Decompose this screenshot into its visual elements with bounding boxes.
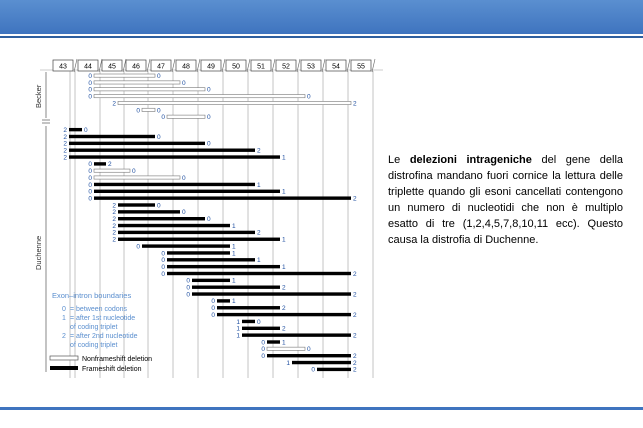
boundary-code-right: 0 [207, 140, 211, 148]
duchenne-group-label: Duchenne [34, 235, 43, 270]
frameshift-deletion-bar [94, 183, 255, 186]
legend-nonframeshift-label: Nonframeshift deletion [82, 356, 153, 363]
legend-boundary-code: 0 [62, 306, 66, 313]
boundary-code-right: 1 [257, 257, 261, 265]
boundary-code-right: 0 [207, 114, 211, 122]
boundary-code-left: 2 [112, 216, 116, 223]
boundary-code-left: 0 [161, 114, 165, 122]
boundary-code-right: 0 [207, 216, 211, 223]
boundary-code-right: 2 [353, 366, 357, 374]
boundary-code-right: 2 [257, 229, 261, 237]
legend-boundary-text: = between codons [70, 306, 128, 313]
boundary-code-right: 2 [353, 359, 357, 367]
slide-caption [388, 152, 623, 248]
exon-label: 46 [132, 63, 140, 71]
exon-label: 43 [59, 63, 67, 71]
frameshift-deletion-bar [217, 299, 230, 302]
boundary-code-right: 0 [307, 346, 311, 354]
legend-boundary-text: of coding triplet [70, 324, 118, 331]
exon-label: 54 [332, 63, 340, 71]
boundary-code-right: 2 [353, 311, 357, 319]
frameshift-deletion-bar [118, 224, 230, 227]
boundary-code-right: 0 [182, 79, 186, 87]
frameshift-deletion-bar [217, 306, 280, 309]
frameshift-deletion-bar [192, 286, 280, 289]
boundary-code-right: 2 [108, 161, 112, 169]
exon-label: 55 [357, 63, 365, 71]
legend-title: Exon–intron boundaries [52, 291, 132, 300]
boundary-code-left: 0 [161, 263, 165, 271]
nonframeshift-deletion-bar [94, 88, 205, 91]
boundary-code-right: 1 [232, 277, 236, 285]
boundary-code-left: 0 [88, 79, 92, 87]
frameshift-deletion-bar [192, 292, 351, 295]
caption-body: del gene della distrofina mandano fuori cornice la lettura delle triplette quando gli esoni cancellati contengono un numero di nucleotidi che non è multiplo esatto di tre (1,2,4,5,7,8,10,11 ecc). Questo causa la distrofia di Duchenne. [388, 154, 623, 246]
legend-boundary-text: = after 1st nucleotide [70, 315, 136, 322]
caption-lead: Le [388, 154, 410, 166]
boundary-code-left: 0 [261, 346, 265, 354]
boundary-code-right: 1 [257, 181, 261, 189]
boundary-code-right: 1 [282, 154, 286, 162]
frameshift-deletion-bar [267, 340, 280, 343]
exon-label: 50 [232, 63, 240, 71]
boundary-code-left: 0 [211, 305, 215, 313]
legend-nonframeshift-swatch [50, 356, 78, 360]
frameshift-deletion-bar [118, 231, 255, 234]
legend-boundary-text: of coding triplet [70, 342, 118, 349]
frameshift-deletion-bar [69, 135, 155, 138]
frameshift-deletion-bar [94, 196, 351, 199]
boundary-code-left: 0 [261, 353, 265, 360]
boundary-code-right: 2 [282, 305, 286, 313]
frameshift-deletion-bar [167, 258, 255, 261]
footer-divider [0, 407, 643, 410]
boundary-code-left: 0 [88, 86, 92, 94]
exon-label: 53 [307, 63, 315, 71]
boundary-code-right: 0 [257, 318, 261, 326]
exon-label: 49 [207, 63, 215, 71]
frameshift-deletion-bar [292, 361, 351, 364]
frameshift-deletion-bar [118, 210, 180, 213]
frameshift-deletion-bar [94, 162, 106, 165]
boundary-code-left: 0 [88, 93, 92, 101]
boundary-code-right: 0 [207, 86, 211, 94]
boundary-code-right: 2 [282, 325, 286, 333]
exon-label: 44 [84, 63, 92, 71]
exon-label: 48 [182, 63, 190, 71]
frameshift-deletion-bar [167, 251, 230, 254]
frameshift-deletion-bar [267, 354, 351, 357]
boundary-code-left: 0 [261, 339, 265, 347]
boundary-code-left: 2 [112, 236, 116, 244]
nonframeshift-deletion-bar [94, 74, 155, 77]
boundary-code-left: 0 [88, 188, 92, 196]
boundary-code-right: 0 [84, 126, 88, 134]
boundary-code-left: 1 [286, 359, 290, 367]
legend-boundary-text: = after 2nd nucleotide [70, 333, 138, 340]
boundary-code-left: 0 [136, 107, 140, 115]
boundary-code-right: 0 [182, 174, 186, 182]
frameshift-deletion-bar [142, 244, 230, 247]
frameshift-deletion-bar [317, 368, 351, 371]
boundary-code-right: 0 [157, 202, 161, 210]
boundary-code-left: 0 [311, 366, 315, 374]
boundary-code-right: 2 [353, 195, 357, 203]
boundary-code-left: 0 [88, 174, 92, 182]
boundary-code-right: 1 [232, 222, 236, 230]
boundary-code-left: 2 [63, 147, 67, 155]
boundary-code-left: 2 [112, 229, 116, 237]
boundary-code-right: 1 [282, 188, 286, 196]
frameshift-deletion-bar [118, 203, 155, 206]
boundary-code-left: 1 [236, 318, 240, 326]
boundary-code-right: 1 [282, 263, 286, 271]
nonframeshift-deletion-bar [267, 347, 305, 350]
boundary-code-left: 0 [88, 161, 92, 169]
nonframeshift-deletion-bar [142, 108, 155, 111]
frameshift-deletion-bar [69, 128, 82, 131]
boundary-code-right: 0 [157, 73, 161, 80]
frameshift-deletion-bar [167, 272, 351, 275]
boundary-code-left: 2 [63, 154, 67, 162]
boundary-code-left: 2 [112, 100, 116, 108]
boundary-code-left: 0 [186, 291, 190, 299]
frameshift-deletion-bar [69, 155, 280, 158]
boundary-code-left: 0 [161, 257, 165, 265]
boundary-code-right: 0 [182, 209, 186, 217]
nonframeshift-deletion-bar [94, 81, 180, 84]
boundary-code-right: 1 [232, 243, 236, 251]
boundary-code-left: 0 [88, 168, 92, 176]
nonframeshift-deletion-bar [167, 115, 205, 118]
boundary-code-left: 0 [211, 311, 215, 319]
frameshift-deletion-bar [69, 142, 205, 145]
frameshift-deletion-bar [69, 149, 255, 152]
boundary-code-right: 1 [282, 236, 286, 244]
legend-boundary-code: 1 [62, 315, 66, 322]
boundary-code-left: 2 [63, 140, 67, 148]
boundary-code-right: 2 [353, 332, 357, 340]
boundary-code-right: 1 [282, 339, 286, 347]
boundary-code-left: 0 [161, 270, 165, 278]
boundary-code-left: 0 [186, 277, 190, 285]
exon-label: 52 [282, 63, 290, 71]
boundary-code-right: 0 [132, 168, 136, 176]
boundary-code-right: 2 [353, 291, 357, 299]
boundary-code-right: 0 [157, 133, 161, 141]
legend-boundary-code: 2 [62, 333, 66, 340]
boundary-code-right: 2 [257, 147, 261, 155]
boundary-code-right: 0 [157, 107, 161, 115]
frameshift-deletion-bar [94, 190, 280, 193]
caption-bold-term: delezioni intrageniche [409, 154, 532, 166]
boundary-code-left: 0 [211, 298, 215, 306]
nonframeshift-deletion-bar [94, 169, 130, 172]
nonframeshift-deletion-bar [94, 95, 305, 98]
legend-frameshift-label: Frameshift deletion [82, 366, 142, 373]
frameshift-deletion-bar [192, 279, 230, 282]
frameshift-deletion-bar [167, 265, 280, 268]
nonframeshift-deletion-bar [94, 176, 180, 179]
boundary-code-right: 2 [353, 353, 357, 360]
boundary-code-right: 2 [353, 100, 357, 108]
boundary-code-left: 2 [112, 209, 116, 217]
exon-label: 45 [108, 63, 116, 71]
boundary-code-left: 2 [63, 126, 67, 134]
boundary-code-left: 0 [88, 195, 92, 203]
boundary-code-left: 0 [88, 181, 92, 189]
nonframeshift-deletion-bar [118, 101, 351, 104]
frameshift-deletion-bar [242, 320, 255, 323]
boundary-code-left: 0 [88, 73, 92, 80]
exon-label: 47 [157, 63, 165, 71]
frameshift-deletion-bar [217, 313, 351, 316]
boundary-code-left: 1 [236, 325, 240, 333]
boundary-code-left: 2 [112, 202, 116, 210]
boundary-code-right: 0 [307, 93, 311, 101]
exon-label: 51 [257, 63, 265, 71]
boundary-code-right: 1 [232, 298, 236, 306]
boundary-code-right: 2 [353, 270, 357, 278]
diagram-legend [50, 291, 152, 373]
becker-group-label: Becker [34, 84, 43, 108]
frameshift-deletion-bar [118, 217, 205, 220]
frameshift-deletion-bar [242, 327, 280, 330]
boundary-code-left: 0 [161, 250, 165, 258]
boundary-code-right: 1 [232, 250, 236, 258]
boundary-code-left: 2 [63, 133, 67, 141]
boundary-code-right: 2 [282, 284, 286, 292]
boundary-code-left: 0 [136, 243, 140, 251]
frameshift-deletion-bar [118, 238, 280, 241]
frameshift-deletion-bar [242, 333, 351, 336]
boundary-code-left: 0 [186, 284, 190, 292]
legend-frameshift-swatch [50, 366, 78, 370]
boundary-code-left: 1 [236, 332, 240, 340]
boundary-code-left: 2 [112, 222, 116, 230]
